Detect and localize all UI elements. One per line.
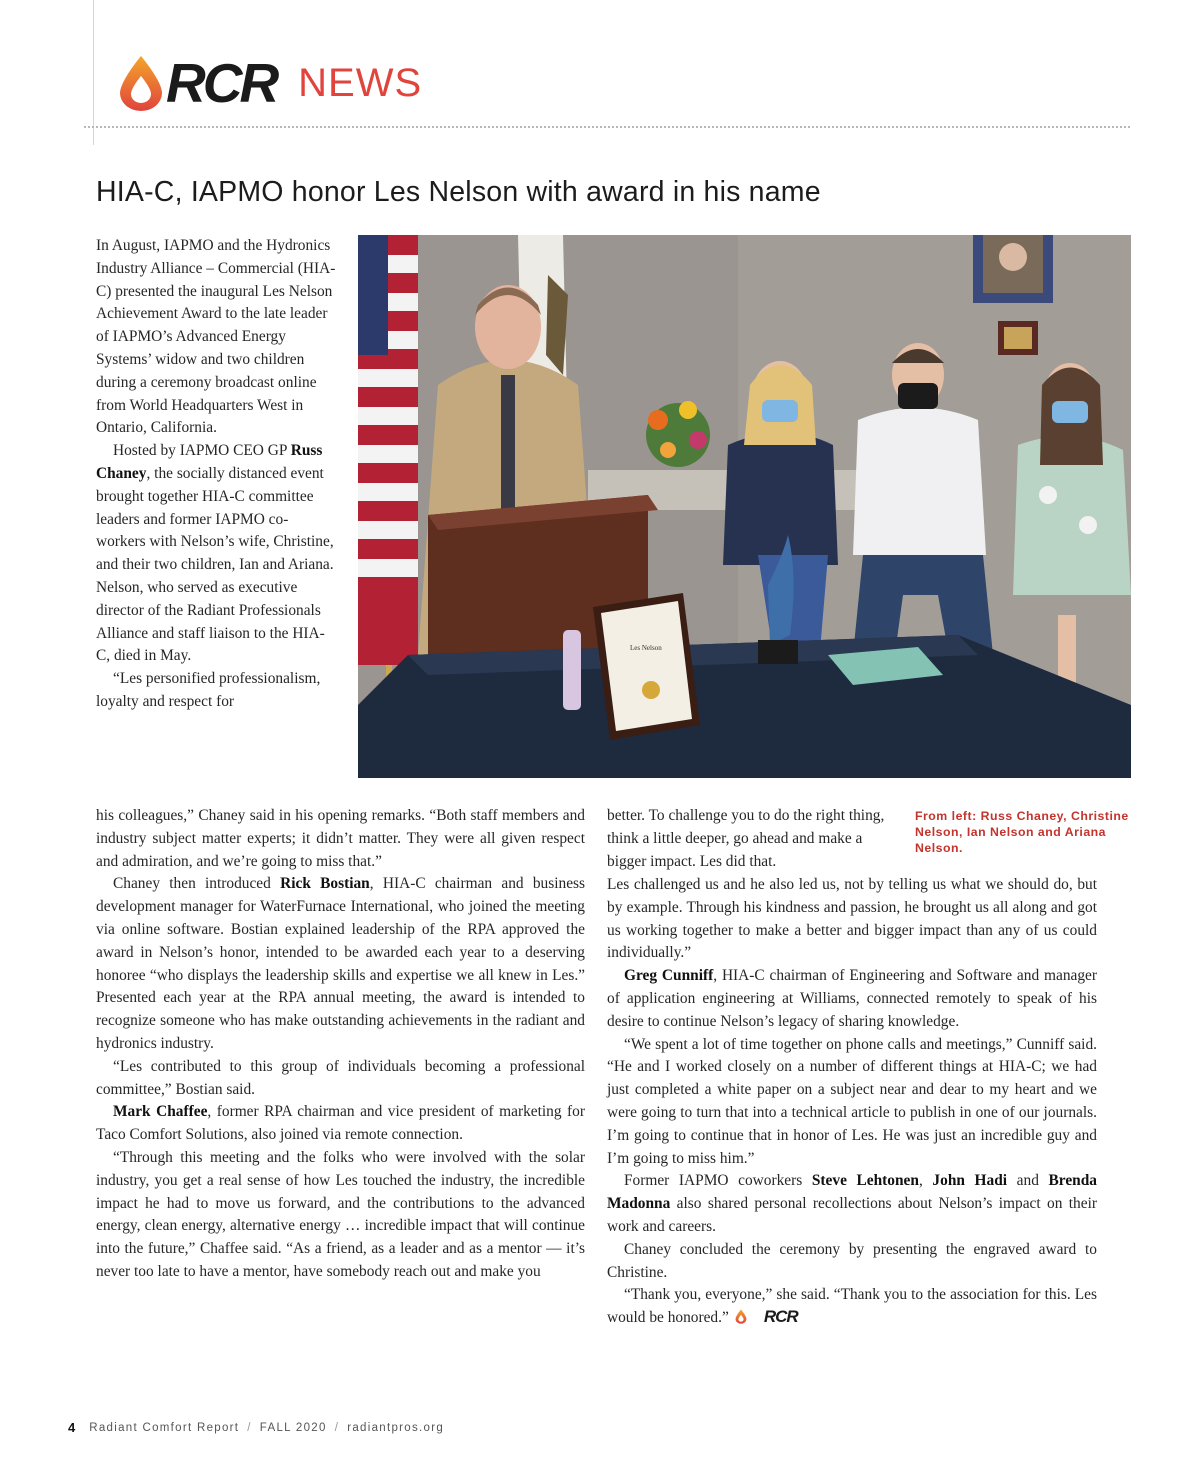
paragraph [96,1147,585,1284]
article-photo [358,235,1131,778]
rcr-logo-text: RCR [166,51,277,114]
paragraph [607,1170,1097,1238]
paragraph-text: , former RPA chairman and vice president of marketing for Taco Comfort Solutions, also joined via remote connection. [96,1103,585,1144]
paragraph [607,805,899,873]
paragraph [607,1284,1097,1330]
website-link[interactable]: radiantpros.org [347,1421,445,1434]
publication-name: Radiant Comfort Report [89,1421,240,1434]
paragraph-text: “Through this meeting and the folks who were involved with the solar industry, you get a real sense of how Les touched the industry, the incredible impact he had to move us forward, and the contributions to the advanced energy, clean energy, alternative energy … incredible impact that will continue into the future,” Chaffee said. “As a friend, as a leader and as a mentor — it’s never too late to have a mentor, have somebody reach out and make you [96,1148,585,1280]
person-name: Steve Lehtonen [811,1172,919,1190]
paragraph-text: Chaney then introduced [113,875,281,893]
paragraph [96,873,585,1055]
paragraph [607,965,1097,1033]
paragraph [96,440,336,668]
footer-separator: / [247,1421,252,1434]
paragraph-text: , [918,1172,933,1190]
paragraph-text: “Les personified professionalism, loyalty and respect for [96,670,321,710]
paragraph [96,1056,585,1102]
end-mark [735,1308,798,1325]
wall-plaque [998,321,1038,355]
paragraph-text: “Les contributed to this group of individuals becoming a professional committee,” Bostian said. [96,1057,585,1098]
paragraph-text: “Thank you, everyone,” she said. “Thank you to the association for this. Les would be honored.” [607,1286,1097,1327]
column-1-upper [96,235,336,714]
person-name: Brenda Madonna [607,1172,1097,1213]
paragraph [96,668,336,714]
person-name: Russ Chaney [96,442,323,482]
person-name: Rick Bostian [280,875,370,893]
paragraph [607,874,1097,965]
paragraph-text: Former IAPMO coworkers [624,1172,812,1190]
flame-drop-icon [118,54,164,112]
paragraph-text: Chaney concluded the ceremony by presenting the engraved award to Christine. [607,1240,1097,1281]
paragraph-text: , HIA-C chairman and business development manager for WaterFurnace International, who joined the meeting via online software. Bostian explained leadership of the RPA approved the award in Nelson’s honor, intended to be awarded each year to a deserving honoree “who displays the leadership skills and expertise we all knew in Les.” Presented each year at the RPA annual meeting, the award is intended to recognize someone who has make outstanding achievements in the radiant and hydronics industry. [96,875,585,1052]
issue-label: FALL 2020 [259,1421,327,1434]
section-label: NEWS [298,61,423,105]
column-2-lower [607,874,1097,1330]
person-name: John Hadi [932,1172,1008,1190]
paragraph [96,235,336,440]
paragraph-text: and [1007,1172,1049,1190]
paragraph [96,805,585,873]
us-flag [358,235,418,665]
page-footer [68,1420,444,1435]
paragraph [96,1101,585,1147]
paragraph-text: his colleagues,” Chaney said in his opening remarks. “Both staff members and industry subject matter experts; it didn’t matter. They were all given respect and admiration, and we’re going to miss that.” [96,807,585,870]
masthead [118,52,422,114]
person-name: Greg Cunniff [624,967,714,985]
paragraph [607,1239,1097,1285]
paragraph-text: , the socially distanced event brought together HIA-C committee leaders and former IAPMO co-workers with Nelson’s wife, Christine, and their two children, Ian and Ariana. Nelson, who served as executive director of the Radiant Professionals Alliance and staff liaison to the HIA-C, died in May. [96,464,334,665]
footer-separator: / [334,1421,340,1434]
flame-drop-icon [735,1309,747,1324]
paragraph [607,1034,1097,1171]
ceremony-photo-illustration [358,235,1131,778]
article-headline: HIA-C, IAPMO honor Les Nelson with award in his name [96,176,821,208]
paragraph-text: “We spent a lot of time together on phone calls and meetings,” Cunniff said. “He and I worked closely on a number of different things at HIA-C; we had just completed a white paper on a subject near and dear to my heart and we were going to turn that into a technical article to publish in one of our journals. I’m going to continue that in honor of Les. He was just an incredible guy and I’m going to miss him.” [607,1035,1097,1167]
water-bottle [563,630,581,710]
paragraph-text: In August, IAPMO and the Hydronics Industry Alliance – Commercial (HIA-C) presented the inaugural Les Nelson Achievement Award to the late leader of IAPMO’s Advanced Energy Systems’ widow and two children during a ceremony broadcast online from World Headquarters West in Ontario, California. [96,237,336,437]
page-number: 4 [68,1420,76,1435]
column-2-upper [607,805,899,873]
column-1-lower [96,805,585,1284]
paragraph-text: also shared personal recollections about Nelson’s impact on their work and careers. [607,1195,1097,1235]
certificate-name: Les Nelson [630,644,662,652]
end-mark-text: RCR [763,1307,798,1327]
person-name: Mark Chaffee [113,1103,208,1121]
award-base [758,640,798,664]
photo-caption: From left: Russ Chaney, Christine Nelson, Ian Nelson and Ariana Nelson. [915,809,1129,855]
paragraph-text: Hosted by IAPMO CEO GP [113,442,291,460]
paragraph-text: , HIA-C chairman of Engineering and Software and manager of application engineering at Williams, connected remotely to speak of his desire to continue Nelson’s legacy of sharing knowledge. [607,967,1097,1030]
paragraph-text: Les challenged us and he also led us, not by telling us what we should do, but by example. Through his kindness and passion, he brought us all along and got us working together to make a better and bigger impact than any of us could individually.” [607,876,1097,962]
paragraph-text: better. To challenge you to do the right thing, think a little deeper, go ahead and make a bigger impact. Les did that. [607,807,885,870]
wall-portrait [973,235,1053,303]
header-divider [84,126,1130,128]
margin-rule [93,0,94,145]
framed-certificate [593,593,700,740]
